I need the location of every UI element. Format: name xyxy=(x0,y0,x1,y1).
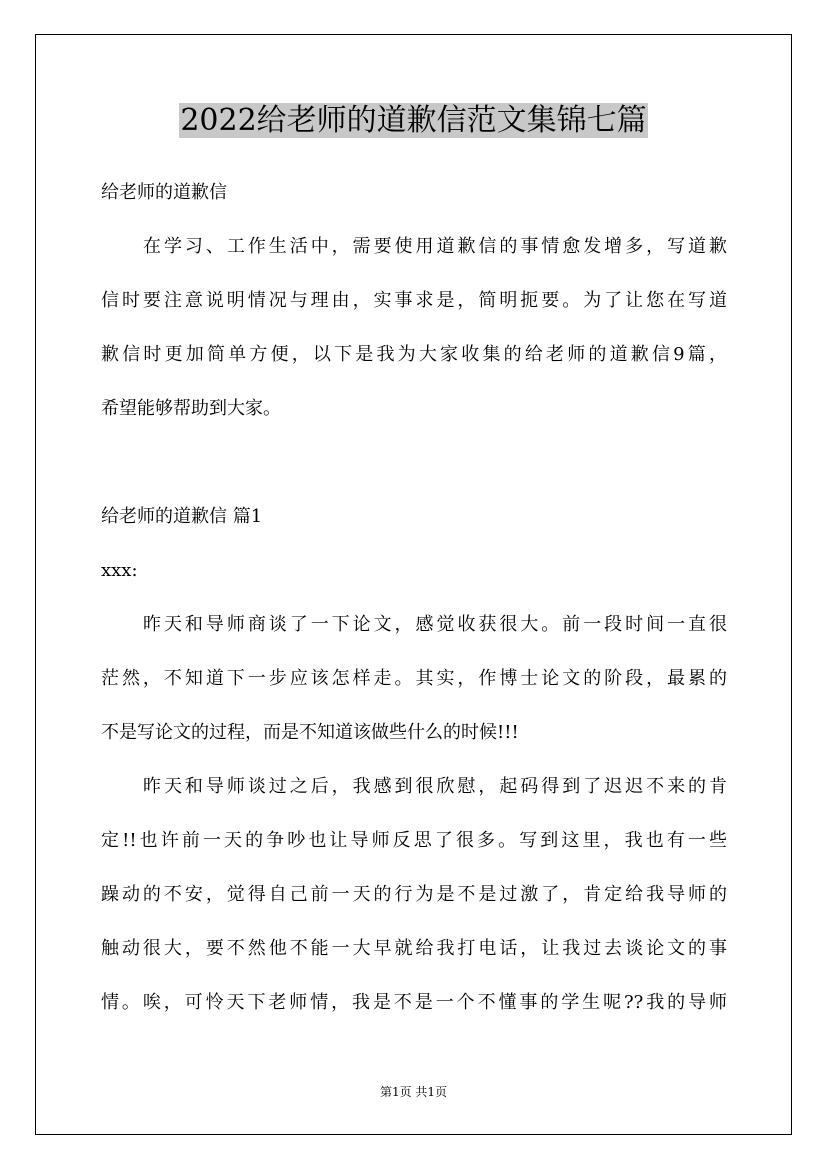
intro-line: 信时要注意说明情况与理由，实事求是，简明扼要。为了让您在写道 xyxy=(101,290,727,311)
paragraph-line: 昨天和导师商谈了一下论文，感觉收获很大。前一段时间一直很 xyxy=(143,614,727,635)
intro-line: 歉信时更加简单方便，以下是我为大家收集的给老师的道歉信9篇， xyxy=(101,344,727,365)
page-footer: 第1页 共1页 xyxy=(379,1085,448,1099)
paragraph-line: 茫然，不知道下一步应该怎样走。其实，作博士论文的阶段，最累的 xyxy=(101,668,727,689)
intro-heading: 给老师的道歉信 xyxy=(101,182,227,203)
paragraph-line: 触动很大，要不然他不能一大早就给我打电话，让我过去谈论文的事 xyxy=(101,938,727,959)
document-title-text: 2022给老师的道歉信范文集锦七篇 xyxy=(180,103,647,138)
paragraph-line: 不是写论文的过程，而是不知道该做些什么的时候!!! xyxy=(101,722,519,743)
salutation: xxx: xyxy=(101,560,138,581)
section-heading: 给老师的道歉信 篇1 xyxy=(101,506,263,527)
paragraph-line: 躁动的不安，觉得自己前一天的行为是不是过激了，肯定给我导师的 xyxy=(101,884,727,905)
paragraph-line: 情。唉，可怜天下老师情，我是不是一个不懂事的学生呢??我的导师 xyxy=(101,992,727,1013)
intro-line: 希望能够帮助到大家。 xyxy=(101,398,281,419)
intro-line: 在学习、工作生活中，需要使用道歉信的事情愈发增多，写道歉 xyxy=(143,236,727,257)
document-body xyxy=(101,172,727,1036)
paragraph-line: 昨天和导师谈过之后，我感到很欣慰，起码得到了迟迟不来的肯 xyxy=(143,776,727,797)
document-title xyxy=(0,100,827,142)
paragraph-line: 定!!也许前一天的争吵也让导师反思了很多。写到这里，我也有一些 xyxy=(101,830,727,851)
blank-line xyxy=(101,442,727,496)
